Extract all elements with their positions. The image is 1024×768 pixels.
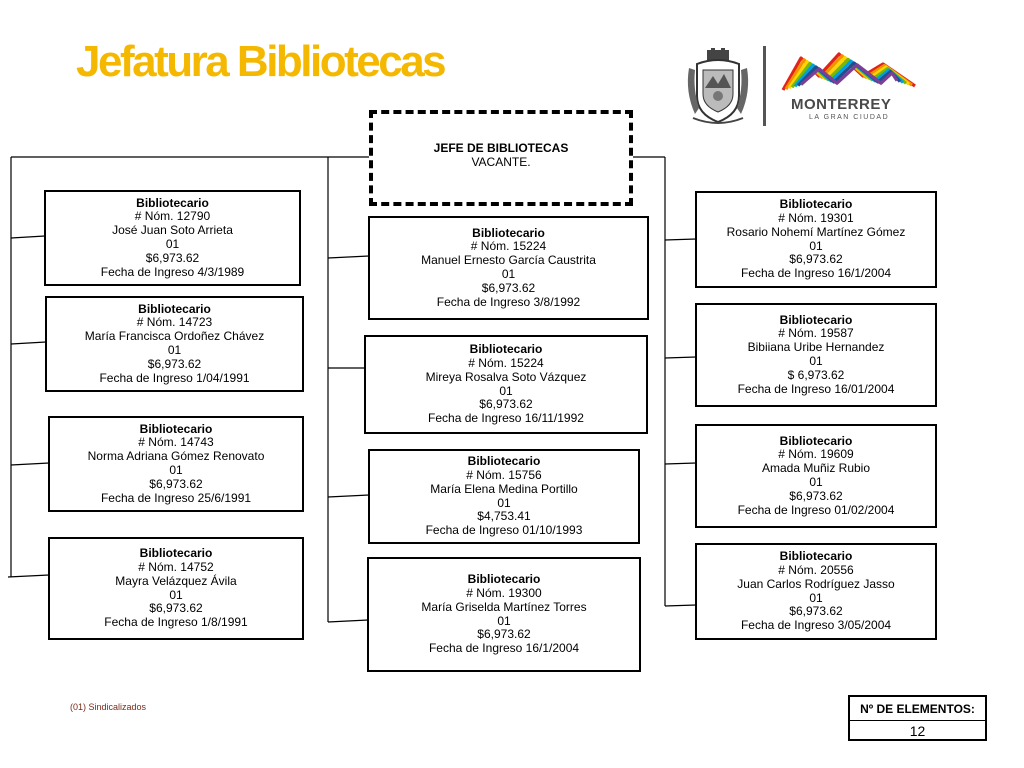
employee-ingreso: Fecha de Ingreso 3/8/1992 <box>436 294 581 309</box>
employee-role: Bibliotecario <box>779 197 853 212</box>
head-box <box>369 110 633 206</box>
employee-code: 01 <box>809 354 823 368</box>
employee-salary: $6,973.62 <box>477 627 531 642</box>
employee-name: Juan Carlos Rodríguez Jasso <box>737 576 895 591</box>
employee-code: 01 <box>167 343 182 357</box>
employee-ingreso: Fecha de Ingreso 16/1/2004 <box>740 266 892 281</box>
employee-nomina: # Nóm. 19587 <box>778 326 854 341</box>
employee-nomina: # Nóm. 15224 <box>470 239 547 254</box>
employee-nomina: # Nóm. 20556 <box>778 562 854 577</box>
employee-nomina: # Nóm. 19301 <box>778 210 854 225</box>
footnote: (01) Sindicalizados <box>70 702 147 712</box>
brand-tagline: LA GRAN CIUDAD <box>809 114 890 121</box>
employee-box <box>364 335 648 434</box>
employee-salary: $ 6,973.62 <box>787 367 845 382</box>
employee-role: Bibliotecario <box>472 225 545 240</box>
employee-name: Mayra Velázquez Ávila <box>115 573 237 588</box>
employee-role: Bibliotecario <box>467 454 541 469</box>
employee-name: María Elena Medina Portillo <box>430 481 578 496</box>
employee-salary: $6,973.62 <box>789 604 843 619</box>
employee-code: 01 <box>165 237 180 251</box>
employee-nomina: # Nóm. 15224 <box>468 355 544 370</box>
employee-ingreso: Fecha de Ingreso 25/6/1991 <box>100 490 252 505</box>
employee-box <box>368 449 640 544</box>
employee-role: Bibliotecario <box>467 572 541 587</box>
employee-role: Bibliotecario <box>779 312 853 327</box>
employee-code: 01 <box>169 463 183 477</box>
employee-name: Rosario Nohemí Martínez Gómez <box>726 224 906 239</box>
employee-code: 01 <box>497 613 511 628</box>
employee-code: 01 <box>497 495 511 510</box>
employee-box <box>44 190 301 286</box>
employee-salary: $6,973.62 <box>481 280 536 295</box>
employee-salary: $6,973.62 <box>789 252 843 267</box>
employee-nomina: # Nóm. 19609 <box>778 447 854 462</box>
employee-code: 01 <box>809 475 823 489</box>
employee-role: Bibliotecario <box>779 549 853 564</box>
employee-name: Manuel Ernesto García Caustrita <box>421 253 596 268</box>
employee-salary: $6,973.62 <box>147 356 202 371</box>
employee-role: Bibliotecario <box>138 301 211 316</box>
employee-ingreso: Fecha de Ingreso 3/05/2004 <box>740 618 892 633</box>
employee-nomina: # Nóm. 12790 <box>134 209 211 224</box>
employee-nomina: # Nóm. 14743 <box>138 435 214 450</box>
employee-code: 01 <box>809 238 823 253</box>
employee-name: Mireya Rosalva Soto Vázquez <box>425 369 587 384</box>
employee-code: 01 <box>169 587 183 602</box>
element-count-box <box>848 695 987 741</box>
page-title: Jefatura Bibliotecas <box>76 37 445 86</box>
element-count-label: Nº DE ELEMENTOS: <box>850 697 985 721</box>
employee-nomina: # Nóm. 14752 <box>138 559 214 574</box>
employee-ingreso: Fecha de Ingreso 16/11/1992 <box>428 411 584 426</box>
employee-salary: $6,973.62 <box>789 488 843 503</box>
employee-name: Bibiiana Uribe Hernandez <box>747 340 885 355</box>
employee-name: José Juan Soto Arrieta <box>112 223 233 238</box>
employee-box <box>695 303 937 407</box>
employee-salary: $6,973.62 <box>145 250 200 265</box>
employee-code: 01 <box>501 267 516 281</box>
brand-name: MONTERREY <box>791 96 892 113</box>
employee-nomina: # Nóm. 15756 <box>466 467 542 482</box>
head-role: JEFE DE BIBLIOTECAS <box>433 141 569 155</box>
employee-name: Amada Muñiz Rubio <box>761 461 871 476</box>
employee-role: Bibliotecario <box>779 433 853 448</box>
employee-role: Bibliotecario <box>139 421 213 436</box>
employee-box <box>45 296 304 392</box>
employee-ingreso: Fecha de Ingreso 4/3/1989 <box>100 264 245 279</box>
employee-salary: $6,973.62 <box>149 476 203 491</box>
employee-ingreso: Fecha de Ingreso 16/1/2004 <box>428 641 580 656</box>
employee-role: Bibliotecario <box>136 195 209 210</box>
element-count-value: 12 <box>909 723 926 739</box>
employee-box <box>695 543 937 640</box>
employee-box <box>367 557 641 672</box>
employee-ingreso: Fecha de Ingreso 16/01/2004 <box>737 381 895 396</box>
employee-code: 01 <box>809 590 823 605</box>
employee-box <box>695 424 937 528</box>
employee-role: Bibliotecario <box>469 342 543 357</box>
employee-box <box>368 216 649 320</box>
employee-box <box>695 191 937 288</box>
employee-box <box>48 416 304 512</box>
employee-code: 01 <box>499 383 513 398</box>
employee-box <box>48 537 304 640</box>
employee-salary: $6,973.62 <box>149 601 203 616</box>
employee-ingreso: Fecha de Ingreso 01/02/2004 <box>737 502 895 517</box>
employee-name: María Francisca Ordoñez Chávez <box>84 329 265 344</box>
employee-salary: $4,753.41 <box>477 509 531 524</box>
employee-name: Norma Adriana Gómez Renovato <box>87 449 265 464</box>
employee-name: María Griselda Martínez Torres <box>421 599 587 614</box>
employee-nomina: # Nóm. 14723 <box>136 315 213 330</box>
employee-ingreso: Fecha de Ingreso 1/04/1991 <box>99 370 250 385</box>
head-name: VACANTE. <box>471 155 531 169</box>
employee-ingreso: Fecha de Ingreso 01/10/1993 <box>425 523 583 538</box>
employee-role: Bibliotecario <box>139 546 213 561</box>
employee-salary: $6,973.62 <box>479 397 533 412</box>
employee-nomina: # Nóm. 19300 <box>466 585 542 600</box>
employee-ingreso: Fecha de Ingreso 1/8/1991 <box>104 615 248 630</box>
